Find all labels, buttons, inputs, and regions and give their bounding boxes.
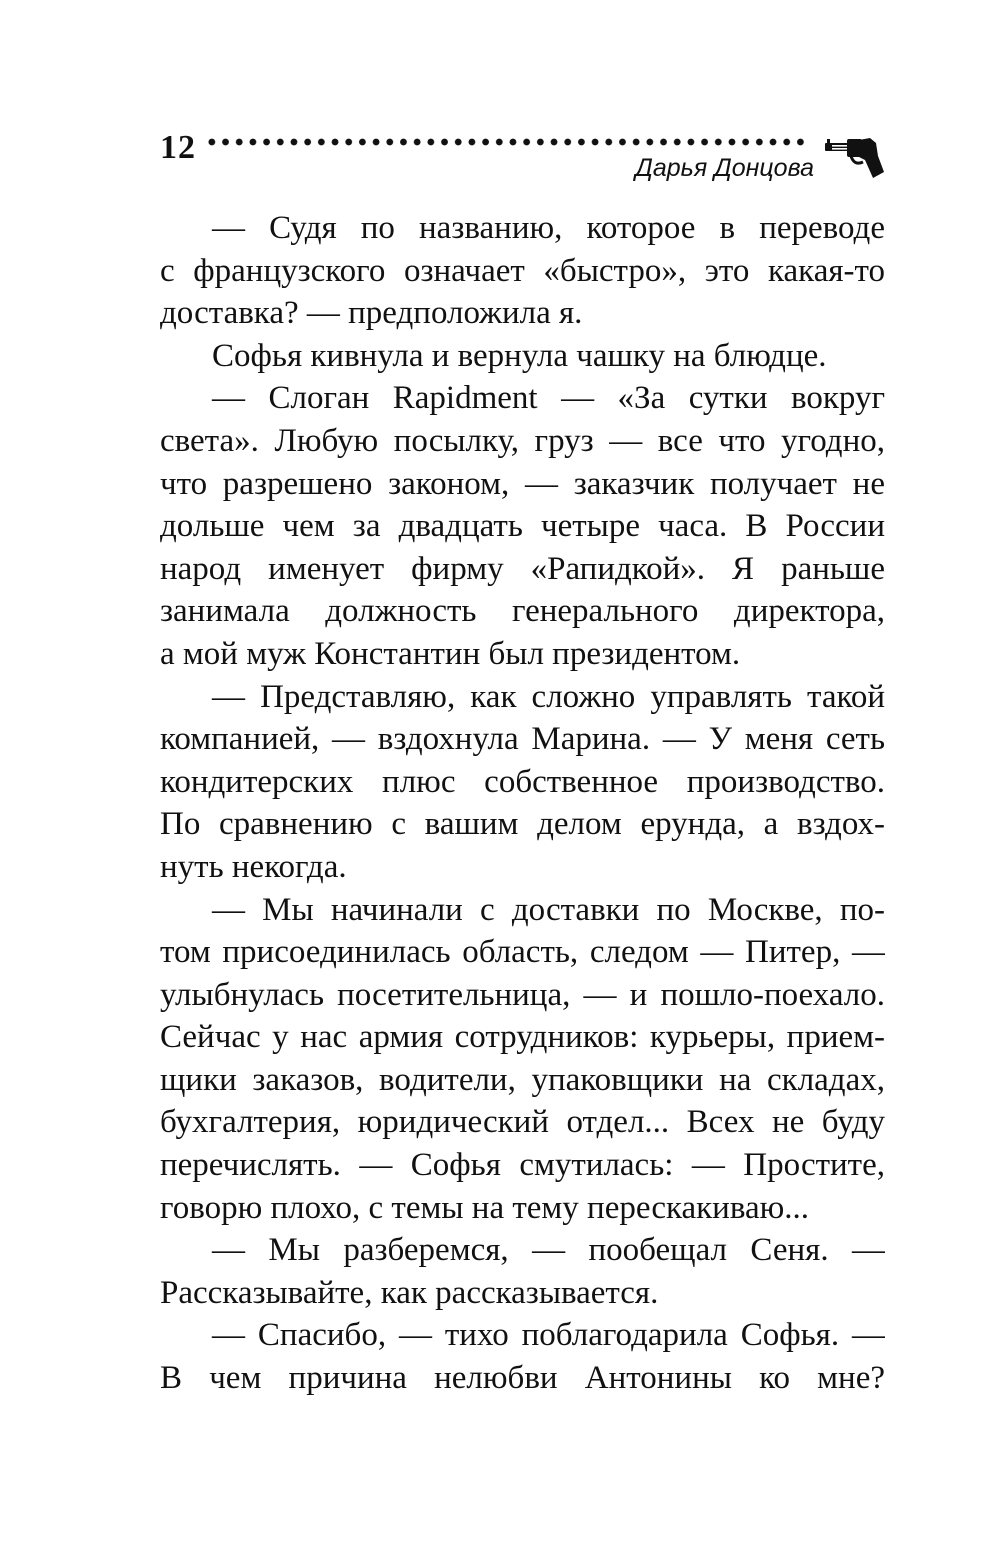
text-line: — Слоган Rapidment — «За сутки вокруг (212, 380, 885, 417)
text-line: кондитерских плюс собственное производство. (160, 763, 885, 800)
text-line: — Спасибо, — тихо поблагодарила Софья. — (212, 1317, 885, 1354)
dot-leader (205, 138, 805, 146)
text-line: том присоединилась область, следом — Питер, — (160, 934, 885, 971)
text-line: нуть некогда. (160, 848, 347, 885)
text-line: Рассказывайте, как рассказывается. (160, 1274, 659, 1311)
text-line: с французского означает «быстро», это какая-то (160, 252, 885, 289)
text-line: доставка? — предположила я. (160, 295, 583, 332)
text-line: говорю плохо, с темы на тему перескакиваю... (160, 1189, 810, 1226)
text-line: — Представляю, как сложно управлять такой (212, 678, 885, 715)
text-line: Сейчас у нас армия сотрудников: курьеры, прием- (160, 1019, 885, 1056)
text-line: Софья кивнула и вернула чашку на блюдце. (212, 337, 827, 374)
text-line: В чем причина нелюбви Антонины ко мне? (160, 1360, 885, 1397)
text-line: — Мы начинали с доставки по Москве, по- (212, 891, 885, 928)
page-number: 12 (160, 129, 196, 166)
text-line: По сравнению с вашим делом ерунда, а вздох- (160, 806, 885, 843)
text-line: бухгалтерия, юридический отдел... Всех не буду (160, 1104, 885, 1141)
text-line: щики заказов, водители, упаковщики на складах, (160, 1061, 885, 1098)
text-line: — Мы разберемся, — пообещал Сеня. — (212, 1232, 885, 1269)
body-text (160, 207, 885, 1400)
text-line: улыбнулась посетительница, — и пошло-поехало. (160, 976, 885, 1013)
text-line: народ именует фирму «Рапидкой». Я раньше (160, 550, 885, 587)
text-line: дольше чем за двадцать четыре часа. В России (160, 508, 885, 545)
text-line: компанией, — вздохнула Марина. — У меня сеть (160, 721, 885, 758)
text-line: света». Любую посылку, груз — все что угодно, (160, 422, 885, 459)
text-line: что разрешено законом, — заказчик получает не (160, 465, 885, 502)
text-line: занимала должность генерального директора, (160, 593, 885, 630)
running-head-author: Дарья Донцова (635, 154, 814, 182)
text-line: перечислять. — Софья смутилась: — Простите, (160, 1147, 885, 1184)
text-line: а мой муж Константин был президентом. (160, 635, 741, 672)
revolver-icon (823, 134, 885, 180)
text-line: — Судя по названию, которое в переводе (212, 210, 885, 246)
